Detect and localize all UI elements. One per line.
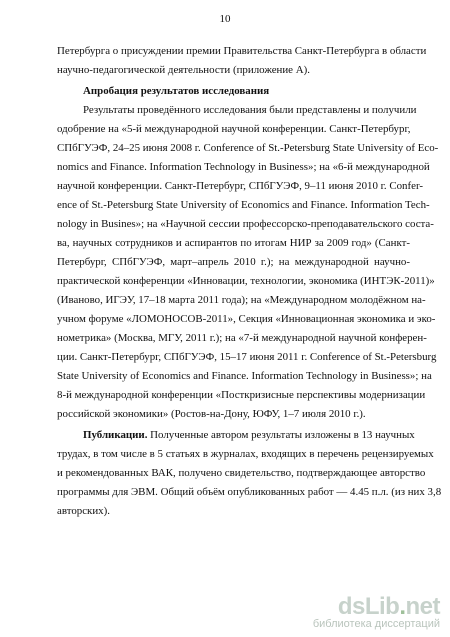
section-heading: Апробация результатов исследования <box>83 85 270 97</box>
text-line: nology in Busines»; на «Научной сессии профессорско-преподавательского соста- <box>57 218 434 230</box>
text-line: авторских). <box>57 505 110 517</box>
text-line: nomics and Finance. Information Technology in Business»; на «6-й международной <box>57 161 430 173</box>
publications-paragraph-start <box>83 426 415 445</box>
text-line: и рекомендованных ВАК, получено свидетельство, подтверждающее авторство <box>57 467 426 479</box>
page-number: 10 <box>219 13 231 25</box>
dslib-logo: dsLib.net <box>337 593 440 620</box>
text-line: ence of St.-Petersburg State University of Economics and Finance. Information Tech- <box>57 199 430 211</box>
text-line: нометрика» (Москва, МГУ, 2011 г.); на «7-й международной научной конферен- <box>57 332 427 344</box>
text-line: практической конференции «Инновации, технологии, экономика (ИНТЭК-2011)» <box>57 275 435 287</box>
text-line: Результаты проведённого исследования были представлены и получили <box>83 104 417 116</box>
text-line: трудах, в том числе в 5 статьях в журналах, входящих в перечень рецензируемых <box>57 448 434 460</box>
watermark-subtitle: библиотека диссертаций <box>312 618 440 630</box>
text-line: СПбГУЭФ, 24–25 июня 2008 г. Conference of St.-Petersburg State University of Eco- <box>57 142 439 154</box>
text-line: ва, научных сотрудников и аспирантов по итогам НИР за 2009 год» (Санкт- <box>57 237 410 249</box>
text-line: ции. Санкт-Петербург, СПбГУЭФ, 15–17 июня 2011 г. Conference of St.-Petersburg <box>57 351 437 363</box>
text-line: научной конференции. Санкт-Петербург, СПбГУЭФ, 9–11 июня 2010 г. Confer- <box>57 180 423 192</box>
text-line: программы для ЭВМ. Общий объём опубликованных работ — 4.45 п.л. (из них 3,8 <box>57 486 442 498</box>
text-line: Петербурга о присуждении премии Правительства Санкт-Петербурга в области <box>57 45 427 57</box>
dslib-watermark <box>312 593 440 631</box>
text-line: State University of Economics and Finance. Information Technology in Business»; на <box>57 370 432 382</box>
text-line: Полученные автором результаты изложены в 13 научных <box>147 429 415 441</box>
publications-heading: Публикации. <box>83 429 148 441</box>
text-line: (Иваново, ИГЭУ, 17–18 марта 2011 года); на «Международном молодёжном на- <box>57 294 426 306</box>
text-line: учном форуме «ЛОМОНОСОВ-2011», Секция «Инновационная экономика и эко- <box>57 313 436 325</box>
text-line: Петербург, СПбГУЭФ, март–апрель 2010 г.); на международной научно- <box>57 256 410 268</box>
text-line: российской экономики» (Ростов-на-Дону, ЮФУ, 1–7 июля 2010 г.). <box>57 408 366 420</box>
text-line: 8-й международной конференции «Посткризисные перспективы модернизации <box>57 389 426 401</box>
text-line: одобрение на «5-й международной научной конференции. Санкт-Петербург, <box>57 123 411 135</box>
text-line: научно-педагогической деятельности (приложение А). <box>57 64 310 76</box>
